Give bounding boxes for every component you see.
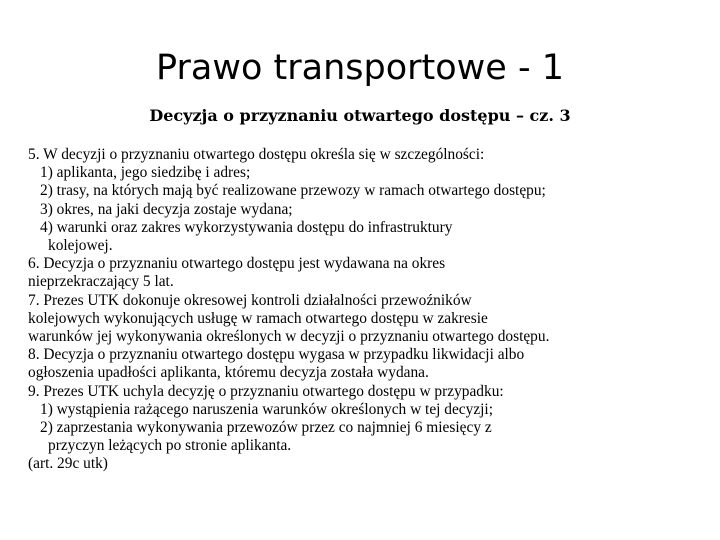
slide-body	[28, 146, 698, 474]
point-5-item-4-cont: kolejowej.	[48, 237, 113, 255]
point-5-item-2: 2) trasy, na których mają być realizowane przewozy w ramach otwartego dostępu;	[40, 182, 546, 200]
point-7-cont-2: warunków jej wykonywania określonych w decyzji o przyznaniu otwartego dostępu.	[28, 328, 550, 346]
point-6: 6. Decyzja o przyznaniu otwartego dostępu jest wydawana na okres	[28, 255, 446, 273]
point-5-lead: 5. W decyzji o przyznaniu otwartego dostępu określa się w szczególności:	[28, 146, 485, 163]
point-9-item-1: 1) wystąpienia rażącego naruszenia warunków określonych w tej decyzji;	[40, 400, 493, 418]
point-5-item-3: 3) okres, na jaki decyzja zostaje wydana;	[40, 200, 293, 218]
point-9-item-2: 2) zaprzestania wykonywania przewozów przez co najmniej 6 miesięcy z	[40, 419, 492, 437]
source-citation: (art. 29c utk)	[28, 455, 108, 473]
point-9-lead: 9. Prezes UTK uchyla decyzję o przyznaniu otwartego dostępu w przypadku:	[28, 382, 504, 400]
slide-subtitle: Decyzja o przyznaniu otwartego dostępu – cz. 3	[149, 106, 571, 125]
point-8-cont: ogłoszenia upadłości aplikanta, któremu decyzja została wydana.	[28, 364, 429, 382]
point-6-cont: nieprzekraczający 5 lat.	[28, 273, 174, 291]
point-9-item-2-cont: przyczyn leżących po stronie aplikanta.	[48, 437, 292, 455]
point-5-item-4: 4) warunki oraz zakres wykorzystywania dostępu do infrastruktury	[40, 218, 453, 236]
point-7-cont-1: kolejowych wykonujących usługę w ramach otwartego dostępu w zakresie	[28, 309, 488, 327]
point-5-item-1: 1) aplikanta, jego siedzibę i adres;	[40, 164, 251, 182]
point-8: 8. Decyzja o przyznaniu otwartego dostępu wygasa w przypadku likwidacji albo	[28, 346, 525, 364]
slide-title: Prawo transportowe - 1	[156, 48, 564, 88]
point-7: 7. Prezes UTK dokonuje okresowej kontroli działalności przewoźników	[28, 291, 472, 309]
